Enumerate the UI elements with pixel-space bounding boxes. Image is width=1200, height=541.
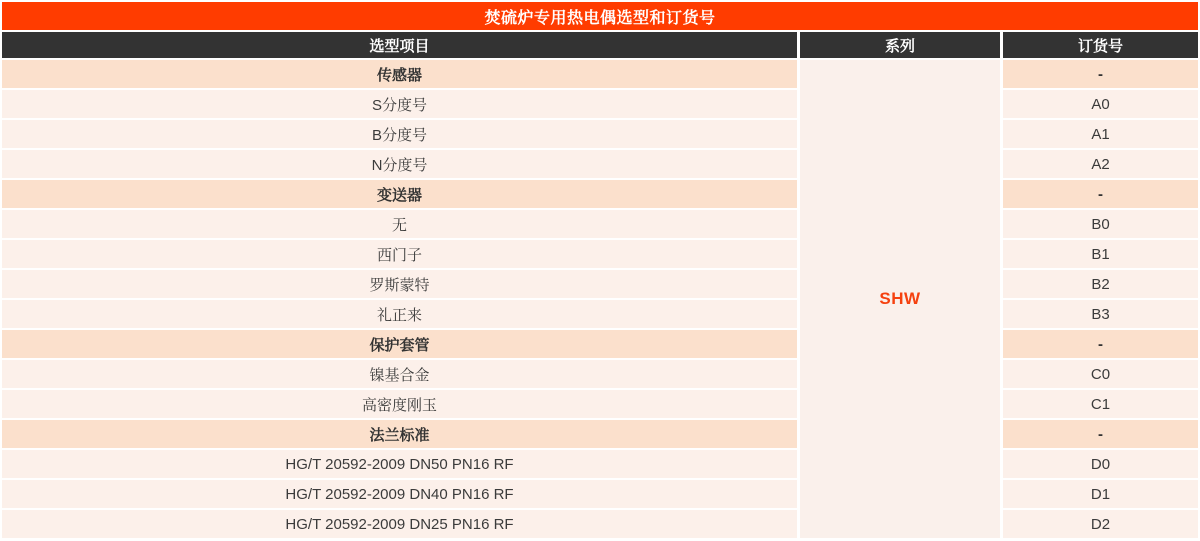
row-label: B分度号 <box>2 120 797 148</box>
row-code: B1 <box>1003 240 1198 268</box>
row-label: 礼正来 <box>2 300 797 328</box>
row-code: B0 <box>1003 210 1198 238</box>
row-label: 罗斯蒙特 <box>2 270 797 298</box>
table-title: 焚硫炉专用热电偶选型和订货号 <box>2 2 1198 30</box>
table-body <box>2 60 1198 538</box>
row-label-sensor-section: 传感器 <box>2 60 797 88</box>
row-code: C0 <box>1003 360 1198 388</box>
selection-table <box>2 2 1198 538</box>
row-label: N分度号 <box>2 150 797 178</box>
row-code: A0 <box>1003 90 1198 118</box>
table-header <box>2 32 1198 58</box>
row-code: C1 <box>1003 390 1198 418</box>
row-code: B2 <box>1003 270 1198 298</box>
header-selection-item: 选型项目 <box>2 32 797 58</box>
row-label: 高密度刚玉 <box>2 390 797 418</box>
row-label: HG/T 20592-2009 DN40 PN16 RF <box>2 480 797 508</box>
row-label: HG/T 20592-2009 DN50 PN16 RF <box>2 450 797 478</box>
row-label-protection-tube-section: 保护套管 <box>2 330 797 358</box>
row-label-flange-standard-section: 法兰标准 <box>2 420 797 448</box>
row-code: A2 <box>1003 150 1198 178</box>
row-code: - <box>1003 420 1198 448</box>
row-code: - <box>1003 180 1198 208</box>
row-label: S分度号 <box>2 90 797 118</box>
row-code: A1 <box>1003 120 1198 148</box>
row-code: D2 <box>1003 510 1198 538</box>
header-order-number: 订货号 <box>1003 32 1198 58</box>
row-code: D1 <box>1003 480 1198 508</box>
row-code: D0 <box>1003 450 1198 478</box>
row-label-transmitter-section: 变送器 <box>2 180 797 208</box>
row-label: 镍基合金 <box>2 360 797 388</box>
header-series: 系列 <box>800 32 1000 58</box>
row-code: - <box>1003 60 1198 88</box>
series-value-cell: SHW <box>800 60 1000 538</box>
row-label: HG/T 20592-2009 DN25 PN16 RF <box>2 510 797 538</box>
row-label: 无 <box>2 210 797 238</box>
row-code: B3 <box>1003 300 1198 328</box>
row-label: 西门子 <box>2 240 797 268</box>
row-code: - <box>1003 330 1198 358</box>
